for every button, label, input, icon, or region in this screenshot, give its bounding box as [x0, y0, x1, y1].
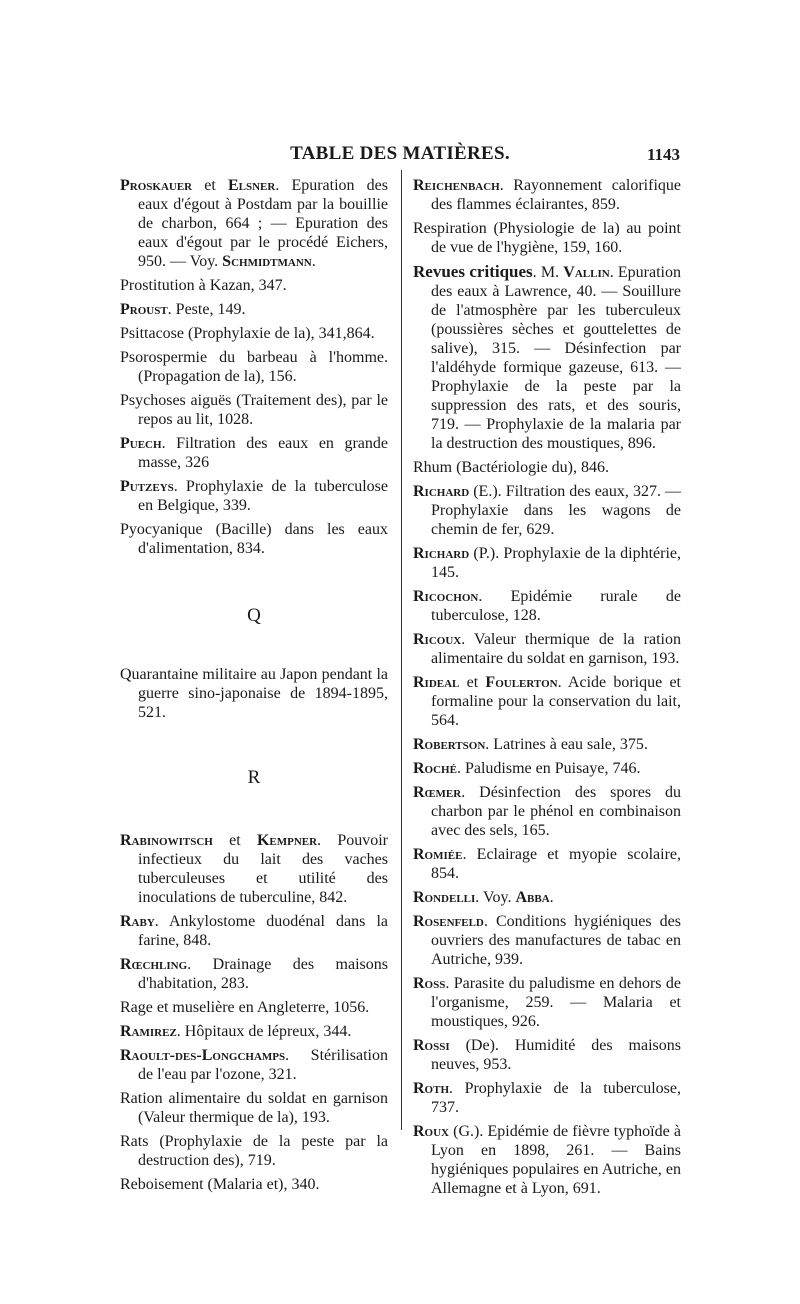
entry-author: Rondelli	[413, 889, 476, 906]
entry-author: Vallin	[563, 264, 610, 281]
index-entry	[413, 673, 681, 730]
index-entry	[120, 348, 388, 386]
q-entries	[120, 665, 388, 722]
entry-author: Roth	[413, 1080, 450, 1097]
entry-coauthor: Elsner	[227, 177, 276, 194]
entry-connector: et	[459, 674, 486, 691]
index-entry	[120, 176, 388, 271]
index-entry	[120, 520, 388, 558]
index-entry	[413, 262, 681, 453]
entry-author: Ricochon	[413, 588, 479, 605]
index-entry	[413, 845, 681, 883]
entry-text: (E.). Filtration des eaux, 327. — Prophylaxie dans les wagons de chemin de fer, 629.	[431, 483, 681, 538]
entry-text: . Filtration des eaux en grande masse, 326	[138, 435, 388, 471]
entry-text: (De). Humidité des maisons neuves, 953.	[431, 1037, 681, 1073]
entry-text: (P.). Prophylaxie de la diphtérie, 145.	[431, 545, 681, 581]
entry-author: Raby	[120, 913, 155, 930]
index-entry	[413, 176, 681, 214]
column-divider	[401, 170, 402, 1130]
entry-text: . Parasite du paludisme en dehors de l'organisme, 259. — Malaria et moustiques, 926.	[431, 975, 681, 1030]
entry-text: . Epuration des eaux d'égout à Postdam par la bouillie de charbon, 664 ; — Epuration des eaux d'égout par le procédé Eichers, 950. — Voy.	[138, 177, 389, 270]
index-entry	[413, 458, 681, 477]
entry-text: Rats (Prophylaxie de la peste par la destruction des), 719.	[120, 1133, 388, 1169]
entry-author: Reichenbach	[413, 177, 500, 194]
entry-text: . Voy.	[475, 889, 516, 906]
entry-author: Rœchling	[120, 956, 188, 973]
entry-text: . Conditions hygiéniques des ouvriers des manufactures de tabac en Autriche, 939.	[431, 913, 681, 968]
entry-text: . Epidémie rurale de tuberculose, 128.	[431, 588, 681, 624]
index-entry	[120, 300, 388, 319]
entry-crossref: Abba	[515, 889, 550, 906]
entry-text: . Hôpitaux de lépreux, 344.	[176, 1023, 352, 1040]
entry-text: . Désinfection des spores du charbon par le phénol en combinaison avec des sels, 165.	[431, 784, 681, 839]
entry-text: . Eclairage et myopie scolaire, 854.	[431, 846, 681, 882]
entry-text: . Prophylaxie de la tuberculose, 737.	[431, 1080, 681, 1116]
entry-text: . Valeur thermique de la ration alimentaire du soldat en garnison, 193.	[431, 631, 681, 667]
entry-author: Raoult-des-Longchamps	[120, 1047, 286, 1064]
entry-author: Romiée	[413, 846, 463, 863]
index-entry	[413, 759, 681, 778]
entry-text: . Ankylostome duodénal dans la farine, 848.	[138, 913, 388, 949]
entry-text: . Peste, 149.	[167, 301, 246, 318]
index-entry	[120, 955, 388, 993]
entry-text: Respiration (Physiologie de la) au point de vue de l'hygiène, 159, 160.	[413, 220, 681, 256]
entry-text: Rhum (Bactériologie du), 846.	[413, 459, 609, 476]
entry-author: Richard	[413, 483, 470, 500]
right-entries	[413, 176, 681, 1198]
entry-text: Psychoses aiguës (Traitement des), par le repos au lit, 1028.	[120, 392, 388, 428]
index-entry	[413, 544, 681, 582]
entry-author: Proust	[120, 301, 168, 318]
entry-connector: et	[212, 832, 257, 849]
index-entry	[120, 276, 388, 295]
page-number: 1143	[646, 145, 680, 164]
entry-coauthor: Foulerton	[485, 674, 558, 691]
entry-text: . Drainage des maisons d'habitation, 283.	[138, 956, 388, 992]
entry-text: Rage et muselière en Angleterre, 1056.	[120, 999, 370, 1016]
entry-author: Roux	[413, 1123, 449, 1140]
index-entry	[413, 1122, 681, 1198]
entry-author: Putzeys	[120, 478, 174, 495]
entry-text: . Latrines à eau sale, 375.	[485, 736, 648, 753]
index-entry	[413, 783, 681, 840]
entry-author: Rideal	[413, 674, 460, 691]
entry-crossref: Schmidtmann	[222, 253, 312, 270]
section-letter-r: R	[247, 767, 261, 788]
index-entry	[120, 391, 388, 429]
entry-text: Reboisement (Malaria et), 340.	[120, 1176, 320, 1193]
entry-text: (G.). Epidémie de fièvre typhoïde à Lyon en 1898, 261. — Bains hygiéniques populaires en Autriche, en Allemagne et à Lyon, 691.	[431, 1123, 681, 1197]
entry-author: Ramirez	[120, 1023, 177, 1040]
entry-author: Rosenfeld	[413, 913, 484, 930]
entry-author: Ross	[413, 975, 446, 992]
entry-text: . Rayonnement calorifique des flammes éclairantes, 859.	[431, 177, 681, 213]
entry-text-continued: . Epuration des eaux à Lawrence, 40. — Souillure de l'atmosphère par les tuberculeux (poussières sèches et gouttelettes de salive), 315. — Désinfection par l'aldéhyde formique gazeuse, 613. — Prophylaxie de la peste par la suppression des rats, et des souris, 719. — Prophylaxie de la malaria par la destruction des moustiques, 896.	[431, 264, 681, 452]
index-entry	[120, 998, 388, 1017]
index-entry	[120, 831, 388, 907]
index-entry	[413, 735, 681, 754]
entry-text: . Paludisme en Puisaye, 746.	[456, 760, 641, 777]
entry-text: . Pouvoir infectieux du lait des vaches tuberculeuses et utilité des inoculations de tuberculine, 842.	[138, 832, 389, 906]
index-entry	[120, 434, 388, 472]
entry-author: Richard	[413, 545, 470, 562]
index-entry	[120, 665, 388, 722]
entry-author: Proskauer	[120, 177, 193, 194]
index-entry	[413, 888, 681, 907]
entry-text-continued: .	[549, 889, 554, 906]
entry-author: Roché	[413, 760, 457, 777]
entry-author: Puech	[120, 435, 162, 452]
index-entry	[413, 974, 681, 1031]
index-entry	[413, 630, 681, 668]
entry-text: Pyocyanique (Bacille) dans les eaux d'alimentation, 834.	[120, 521, 388, 557]
left-entries	[120, 176, 388, 558]
entry-text: Prostitution à Kazan, 347.	[120, 277, 287, 294]
running-header-title: TABLE DES MATIÈRES.	[290, 143, 510, 164]
entry-text: . Prophylaxie de la tuberculose en Belgique, 339.	[138, 478, 388, 514]
index-entry	[413, 482, 681, 539]
index-entry	[413, 1036, 681, 1074]
index-entry	[120, 1132, 388, 1170]
section-letter-q: Q	[247, 605, 261, 626]
entry-author: Robertson	[413, 736, 486, 753]
r-entries	[120, 831, 388, 1194]
index-entry	[120, 1046, 388, 1084]
entry-text: . M.	[532, 264, 564, 281]
index-entry	[413, 912, 681, 969]
index-entry	[413, 587, 681, 625]
entry-text: Psorospermie du barbeau à l'homme. (Propagation de la), 156.	[120, 349, 388, 385]
entry-text: . Acide borique et formaline pour la conservation du lait, 564.	[431, 674, 682, 729]
index-entry	[120, 912, 388, 950]
entry-author: Rossi	[413, 1037, 450, 1054]
entry-connector: et	[192, 177, 228, 194]
entry-text: Psittacose (Prophylaxie de la), 341,864.	[120, 325, 375, 342]
entry-author: Rabinowitsch	[120, 832, 213, 849]
index-entry	[120, 477, 388, 515]
entry-text-continued: .	[311, 253, 316, 270]
index-entry	[413, 1079, 681, 1117]
index-entry	[120, 1022, 388, 1041]
entry-author: Ricoux	[413, 631, 462, 648]
entry-text: . Stérilisation de l'eau par l'ozone, 321.	[138, 1047, 388, 1083]
entry-text: Ration alimentaire du soldat en garnison (Valeur thermique de la), 193.	[120, 1090, 388, 1126]
entry-coauthor: Kempner	[256, 832, 318, 849]
entry-author: Rœmer	[413, 784, 462, 801]
index-entry	[120, 1175, 388, 1194]
entry-heading: Revues critiques	[413, 262, 533, 281]
right-column	[413, 176, 681, 1203]
index-entry	[120, 324, 388, 343]
index-entry	[120, 1089, 388, 1127]
entry-text: Quarantaine militaire au Japon pendant la guerre sino-japonaise de 1894-1895, 521.	[120, 666, 388, 721]
left-column	[120, 176, 388, 1199]
index-entry	[413, 219, 681, 257]
